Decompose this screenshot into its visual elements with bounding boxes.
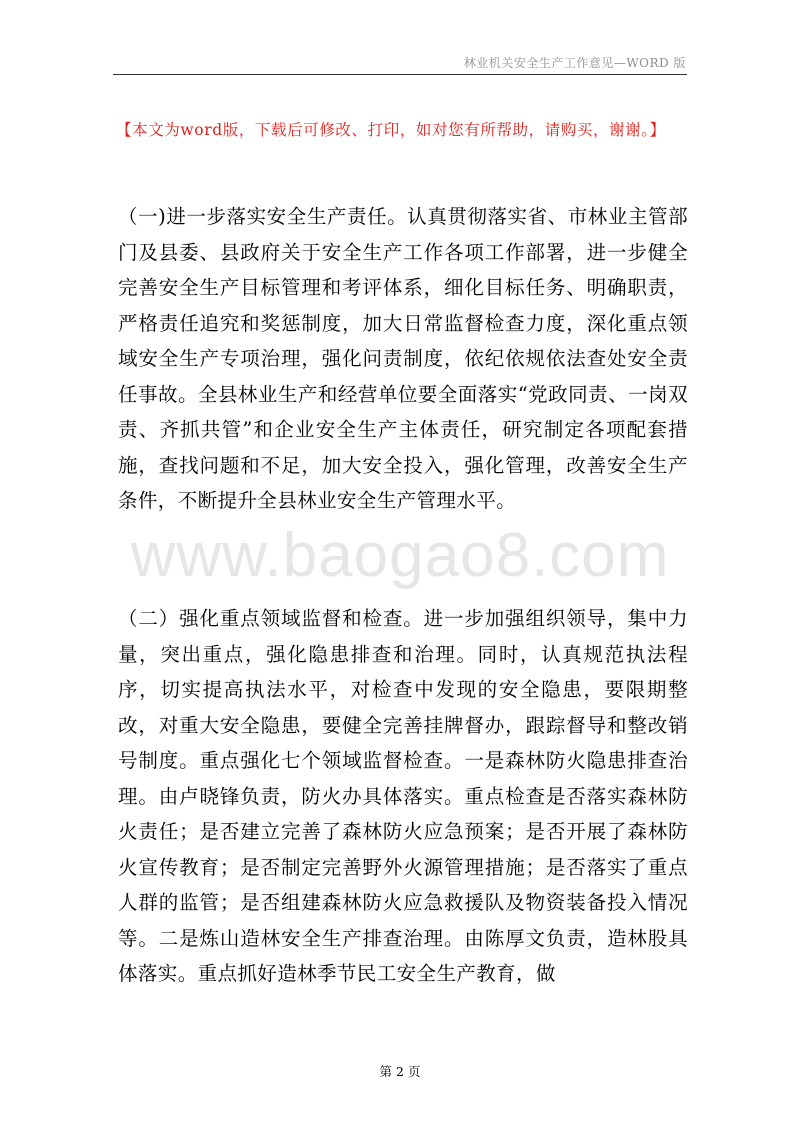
purchase-notice: 【本文为word版，下载后可修改、打印，如对您有所帮助，请购买，谢谢。】: [116, 121, 666, 139]
running-header-title: 林业机关安全生产工作意见—WORD 版: [463, 56, 686, 70]
watermark: www.baogao8.com: [130, 521, 670, 590]
page-number: 第 2 页: [379, 1064, 421, 1079]
paragraph-2: （二）强化重点领域监督和检查。进一步加强组织领导，集中力量，突出重点，强化隐患排查和治理。同时，认真规范执法程序，切实提高执法水平，对检查中发现的安全隐患，要限期整改，对重大安全隐患，要健全完善挂牌督办，跟踪督导和整改销号制度。重点强化七个领域监督检查。一是森林防火隐患排查治理。由卢晓锋负责，防火办具体落实。重点检查是否落实森林防火责任；是否建立完善了森林防火应急预案；是否开展了森林防火宣传教育；是否制定完善野外火源管理措施；是否落实了重点人群的监管；是否组建森林防火应急救援队及物资装备投入情况等。二是炼山造林安全生产排查治理。由陈厚文负责，造林股具体落实。重点抓好造林季节民工安全生产教育，做: [118, 607, 688, 985]
header-divider: [113, 74, 687, 75]
paragraph-1: （一)进一步落实安全生产责任。认真贯彻落实省、市林业主管部门及县委、县政府关于安全生产工作各项工作部署，进一步健全完善安全生产目标管理和考评体系，细化目标任务、明确职责，严格责任追究和奖惩制度，加大日常监督检查力度，深化重点领域安全生产专项治理，强化问责制度，依纪依规依法查处安全责任事故。全县林业生产和经营单位要全面落实“党政同责、一岗双责、齐抓共管”和企业安全生产主体责任，研究制定各项配套措施，查找问题和不足，加大安全投入，强化管理，改善安全生产条件，不断提升全县林业安全生产管理水平。: [118, 205, 688, 512]
